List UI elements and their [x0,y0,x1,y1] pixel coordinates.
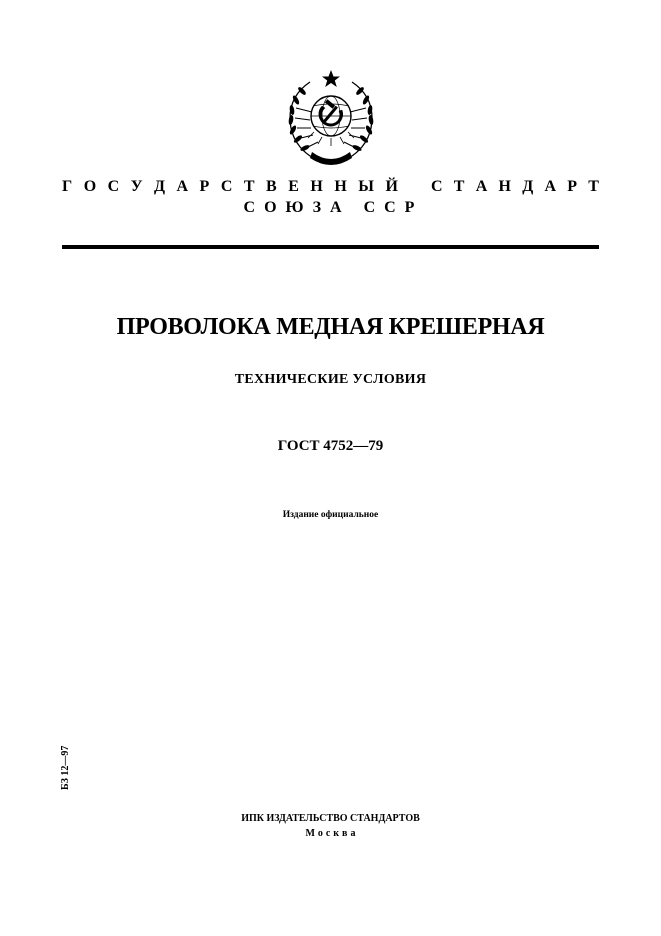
side-code: БЗ 12—97 [60,745,71,790]
union-heading: СОЮЗА ССР [243,199,424,216]
publisher: ИПК ИЗДАТЕЛЬСТВО СТАНДАРТОВ [241,813,420,824]
document-title: ПРОВОЛОКА МЕДНАЯ КРЕШЕРНАЯ [116,314,545,340]
city: Москва [305,828,359,839]
standard-number: ГОСТ 4752—79 [277,438,384,454]
ussr-coat-of-arms-icon [282,68,380,172]
standard-word: С Т А Н Д А Р Т [431,178,599,195]
edition-note: Издание официальное [282,510,379,520]
header-rule [62,245,599,249]
document-subtitle: ТЕХНИЧЕСКИЕ УСЛОВИЯ [234,372,427,387]
state-standard-heading [62,178,599,200]
state-word: Г О С У Д А Р С Т В Е Н Н Ы Й [62,178,398,195]
